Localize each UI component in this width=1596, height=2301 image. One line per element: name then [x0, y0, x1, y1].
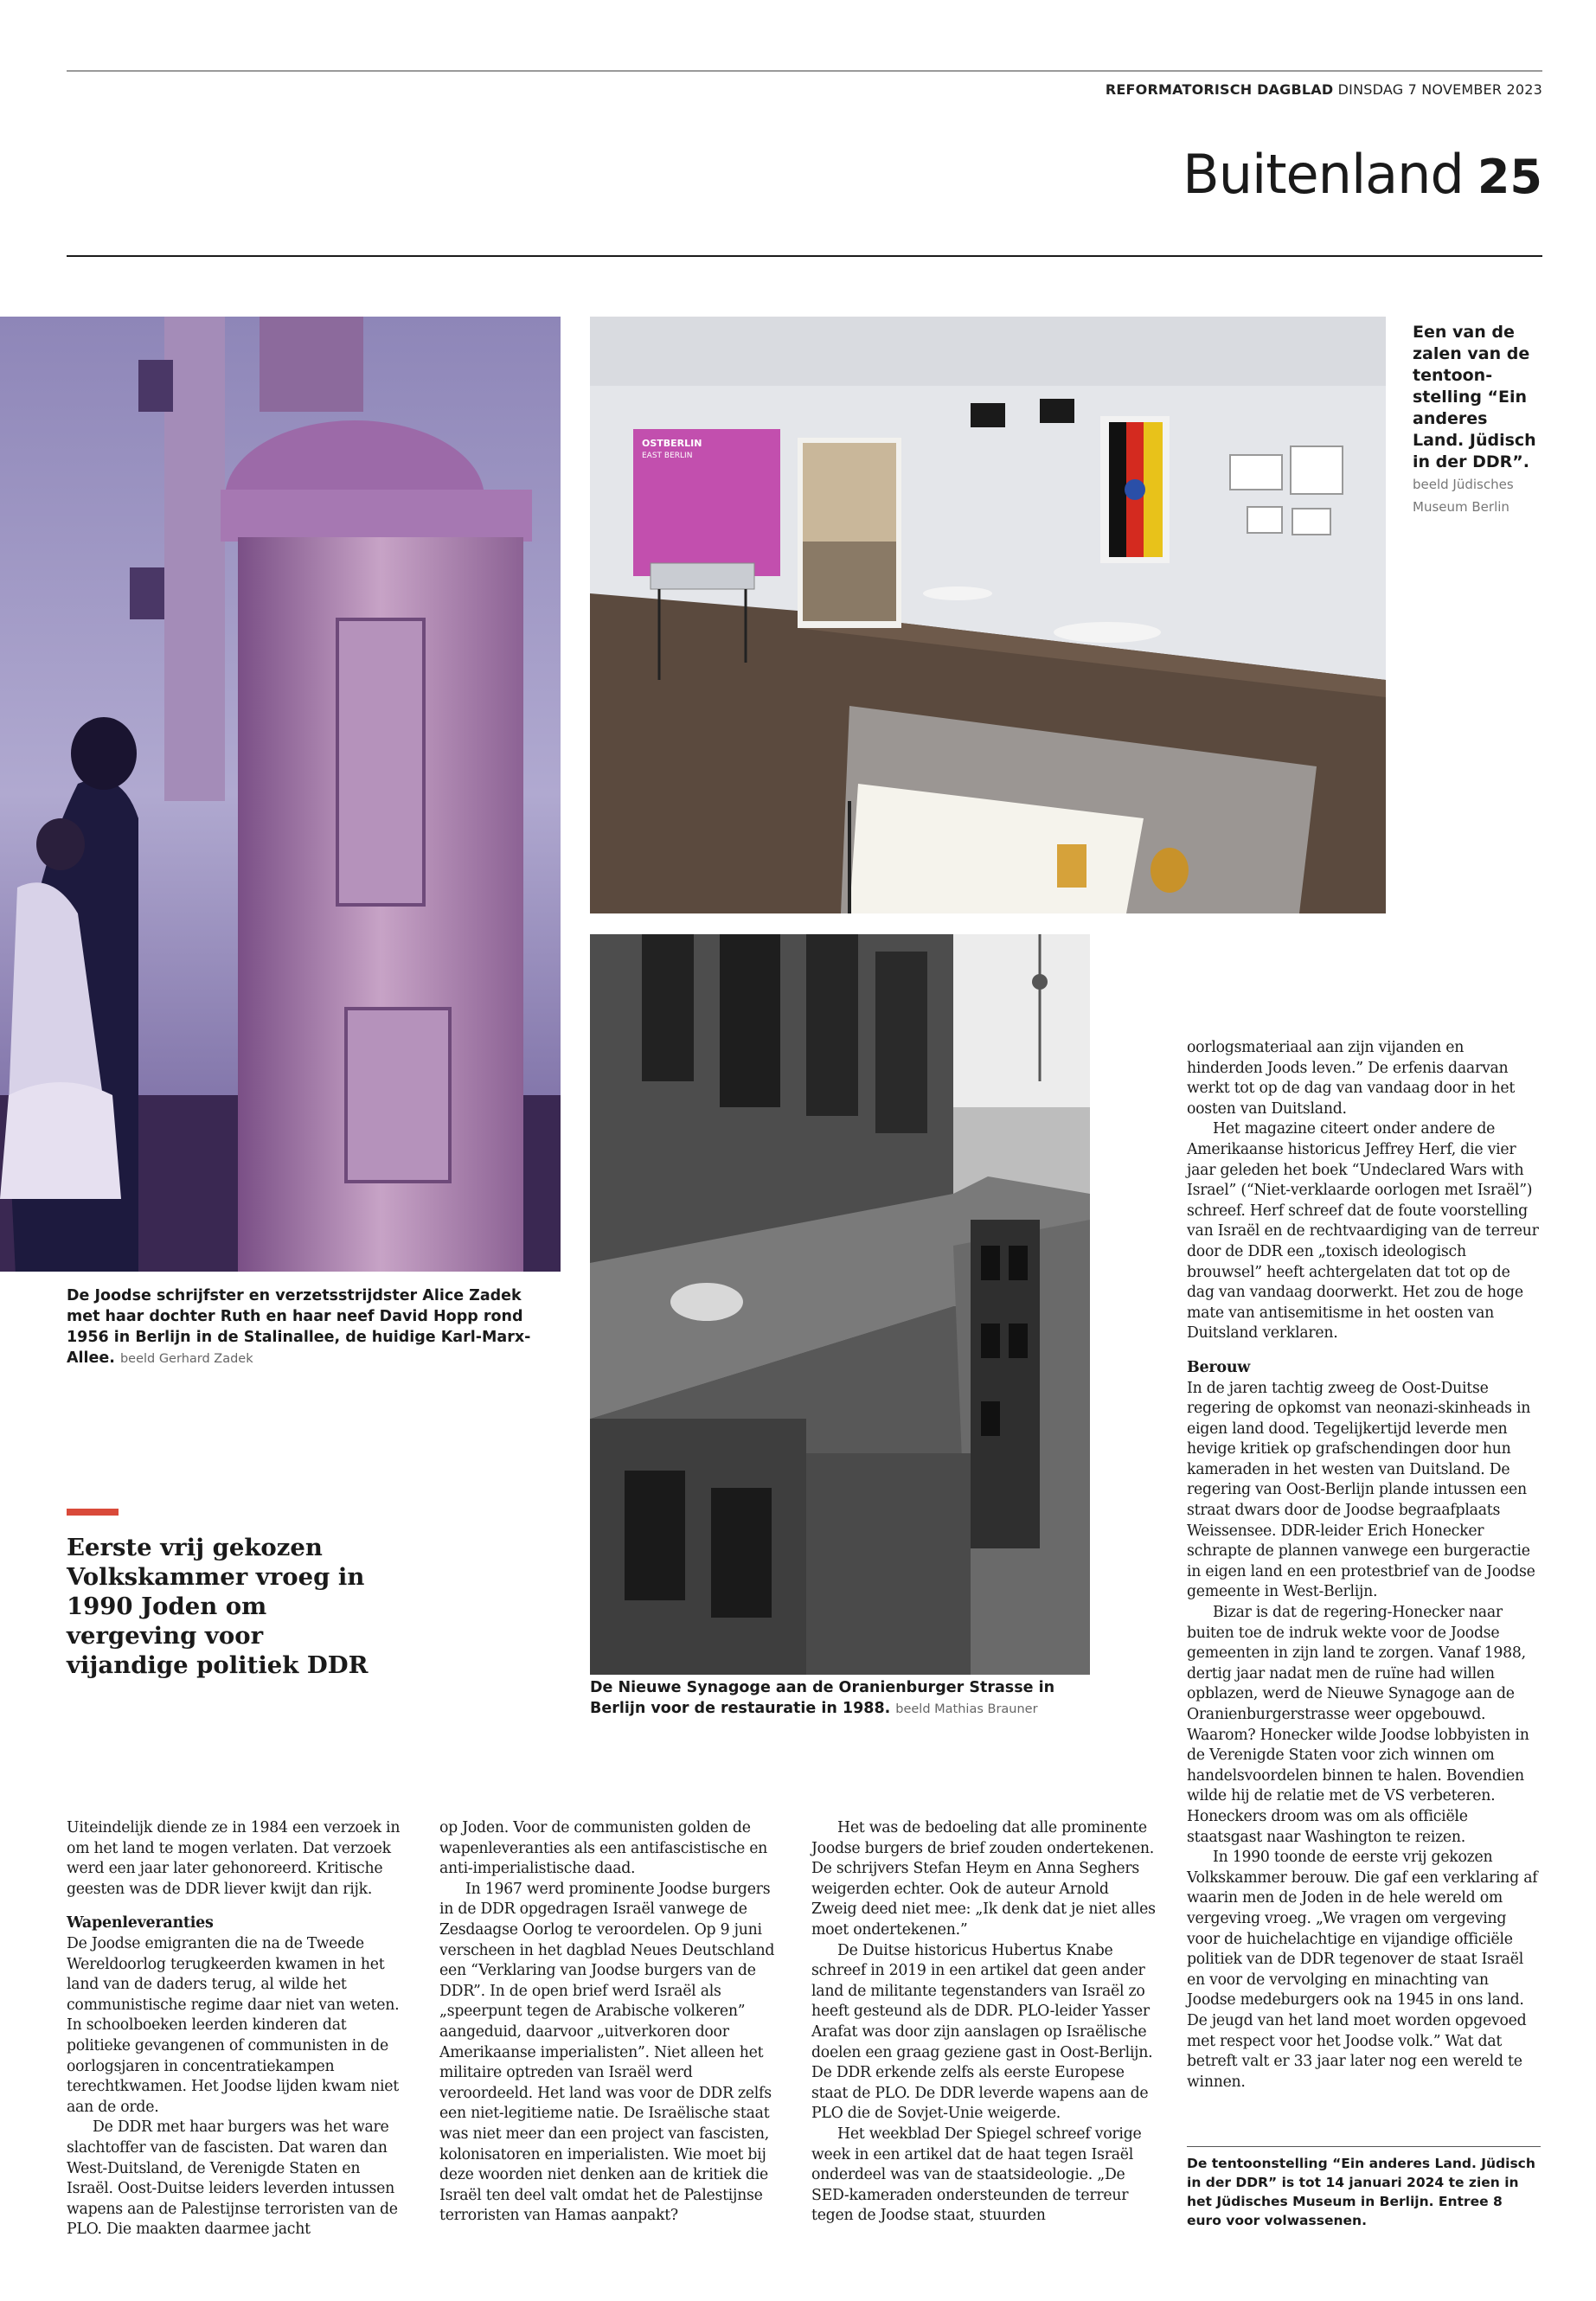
caption-synagogue-credit: beeld Mathias Brauner: [895, 1702, 1038, 1716]
header-rule: [67, 255, 1542, 257]
masthead: [67, 81, 1542, 98]
caption-synagogue: [590, 1677, 1090, 1720]
subheading-berouw: Berouw: [1187, 1358, 1251, 1376]
paragraph: Het magazine citeert onder andere de Amerikaanse historicus Jeffrey Herf, die vier jaar geleden het boek “Undeclared Wars with Israel” (“Niet-verklaarde oorlogen met Israël”) schreef. Herf schreef dat de foute voorstelling van Israël en de rechtvaardiging van de terreur door de DDR een „toxisch ideologisch brouwsel” heeft achtergelaten dat tot op de dag van vandaag doorwerkt. Het zou de hoge mate van antisemitisme in het oosten van Duitsland verklaren.: [1187, 1120, 1539, 1343]
caption-museum-credit: beeld Jüdisches Museum Berlin: [1413, 477, 1514, 515]
caption-zadek-credit: beeld Gerhard Zadek: [119, 1352, 253, 1366]
article-column-1: [67, 1818, 410, 2240]
top-rule: [67, 70, 1542, 72]
caption-museum-text: Een van de zalen van de tentoon-stelling “Ein anderes Land. Jüdisch in der DDR”.: [1413, 323, 1536, 471]
paragraph: oorlogsmateriaal aan zijn vijanden en hinderden Joods leven.” De erfenis daarvan werkt tot op de dag van vandaag door in het oosten van Duitsland.: [1187, 1039, 1516, 1118]
pullquote-accent-bar: [67, 1509, 119, 1516]
paper-name: REFORMATORISCH DAGBLAD: [1105, 81, 1334, 98]
paragraph: In 1990 toonde de eerste vrij gekozen Volkskammer berouw. Die gaf een verklaring af waarin men de Joden in de hele wereld om vergeving vroeg. „We vragen om vergeving voor de huichelachtige en vijandige officiële politiek van de DDR tegenover de staat Israël en voor de vervolging en minachting van Joodse medeburgers ook na 1945 in ons land. De jeugd van het land moet worden opgevoed met respect voor het Joodse volk.” Wat dat betreft valt er 33 jaar later nog een wereld te winnen.: [1187, 1849, 1538, 2091]
article-column-4: [1187, 1038, 1541, 2093]
paragraph: De Joodse emigranten die na de Tweede Wereldoorlog terugkeerden kwamen in het land van de daders terug, al wilde het communistische regime daar niet van weten. In schoolboeken leerden kinderen dat politieke gevangenen of communisten in de oorlogsjaren in concentratiekampen terechtkwamen. Het Joodse lijden kwam niet aan de orde.: [67, 1934, 400, 2116]
subheading-wapenleveranties: Wapenleveranties: [67, 1914, 214, 1932]
pullquote: Eerste vrij gekozen Volkskammer vroeg in 1990 Joden om vergeving voor vijandige politiek DDR: [67, 1534, 369, 1679]
photo-zadek-stalinallee: [0, 317, 561, 1272]
article-column-2: [439, 1818, 783, 2227]
issue-date: DINSDAG 7 NOVEMBER 2023: [1337, 81, 1542, 98]
paragraph: Het weekblad Der Spiegel schreef vorige week in een artikel dat de haat tegen Israël onderdeel was van de staatsideologie. „De SED-kameraden ondersteunden de terreur tegen de Joodse staat, stuurden: [811, 2125, 1142, 2225]
caption-zadek: [67, 1285, 551, 1369]
exhibition-infobox: De tentoonstelling “Ein anderes Land. Jüdisch in der DDR” is tot 14 januari 2024 te zien in het Jüdisches Museum in Berlijn. Entree 8 euro voor volwassenen.: [1187, 2156, 1535, 2228]
paragraph: Uiteindelijk diende ze in 1984 een verzoek in om het land te mogen verlaten. Dat verzoek werd een jaar later gehonoreerd. Kritische geesten was de DDR liever kwijt dan rijk.: [67, 1819, 401, 1898]
wall-sign-title: OSTBERLIN: [642, 438, 702, 449]
photo-museum-room: [590, 317, 1386, 913]
infobox-rule: [1187, 2146, 1541, 2147]
caption-museum: [1413, 322, 1542, 518]
paragraph: op Joden. Voor de communisten golden de wapenleveranties als een antifascistische en anti-imperialistische daad.: [439, 1819, 768, 1878]
section-header: [1183, 143, 1542, 206]
photo-new-synagogue-1988: [590, 934, 1090, 1675]
article-column-3: [811, 1818, 1157, 2227]
paragraph: Bizar is dat de regering-Honecker naar buiten toe de indruk wekte voor de Joodse gemeenten in zijn land te zorgen. Vanaf 1988, dertig jaar nadat men de ruïne had willen opblazen, werd de Nieuwe Synagoge aan de Oranienburgerstrasse weer opgebouwd. Waarom? Honecker wilde Joodse lobbyisten in de Verenigde Staten voor zich winnen om handelsvoordelen binnen te halen. Bovendien wilde hij de relatie met de VS verbeteren. Honeckers droom was om als officiële staatsgast naar Washington te reizen.: [1187, 1604, 1529, 1846]
paragraph: In 1967 werd prominente Joodse burgers in de DDR opgedragen Israël vanwege de Zesdaagse Oorlog te veroordelen. Op 9 juni verscheen in het dagblad Neues Deutschland een “Verklaring van Joodse burgers van de DDR”. In de open brief werd Israël als „speerpunt tegen de Arabische volkeren” aangeduid, daarvoor „uitverkoren door Amerikaanse imperialisten”. Niet alleen het militaire optreden van Israël werd veroordeeld. Het land was voor de DDR zelfs een niet-legitieme natie. De Israëlische staat was niet meer dan een project van fascisten, kolonisatoren en imperialisten. Wie moet bij deze woorden niet denken aan de kritiek die Israël ten deel valt omdat het de Palestijnse terroristen van Hamas aanpakt?: [439, 1880, 775, 2225]
paragraph: De Duitse historicus Hubertus Knabe schreef in 2019 in een artikel dat geen ander land de militante tegenstanders van Israël zo heeft gesteund als de DDR. PLO-leider Yasser Arafat was door zijn aanslagen op Israëlische doelen een graag geziene gast in Oost-Berlijn. De DDR erkende zelfs als eerste Europese staat de PLO. De DDR leverde wapens aan de PLO die de Sovjet-Unie weigerde.: [811, 1941, 1153, 2123]
caption-synagogue-text: De Nieuwe Synagoge aan de Oranienburger Strasse in Berlijn voor de restauratie in 1988.: [590, 1679, 1055, 1717]
wall-sign-subtitle: EAST BERLIN: [642, 452, 693, 460]
page-number: 25: [1477, 150, 1542, 204]
paragraph: De DDR met haar burgers was het ware slachtoffer van de fascisten. Dat waren dan West-Duitsland, de Verenigde Staten en Israël. Oost-Duitse leiders leverden intussen wapens aan de Palestijnse terroristen van de PLO. Die maakten daarmee jacht: [67, 2118, 398, 2239]
paragraph: Het was de bedoeling dat alle prominente Joodse burgers de brief zouden ondertekenen. De schrijvers Stefan Heym en Anna Seghers weigerden echter. Ook de auteur Arnold Zweig deed niet mee: „Ik denk dat je niet alles moet ondertekenen.”: [811, 1819, 1156, 1939]
caption-zadek-text: De Joodse schrijfster en verzetsstrijdster Alice Zadek met haar dochter Ruth en haar neef David Hopp rond 1956 in Berlijn in de Stalinallee, de huidige Karl-Marx-Allee.: [67, 1287, 531, 1367]
section-title: Buitenland: [1183, 143, 1464, 206]
paragraph: In de jaren tachtig zweeg de Oost-Duitse regering de opkomst van neonazi-skinheads in eigen land dood. Tegelijkertijd leverde men hevige kritiek op grafschendingen door hun kameraden in het westen van Duitsland. De regering van Oost-Berlijn plande intussen een straat dwars door de Joodse begraafplaats Weissensee. DDR-leider Erich Honecker schrapte de plannen vanwege een burgeractie in eigen land en een protestbrief van de Joodse gemeente in West-Berlijn.: [1187, 1379, 1535, 1601]
